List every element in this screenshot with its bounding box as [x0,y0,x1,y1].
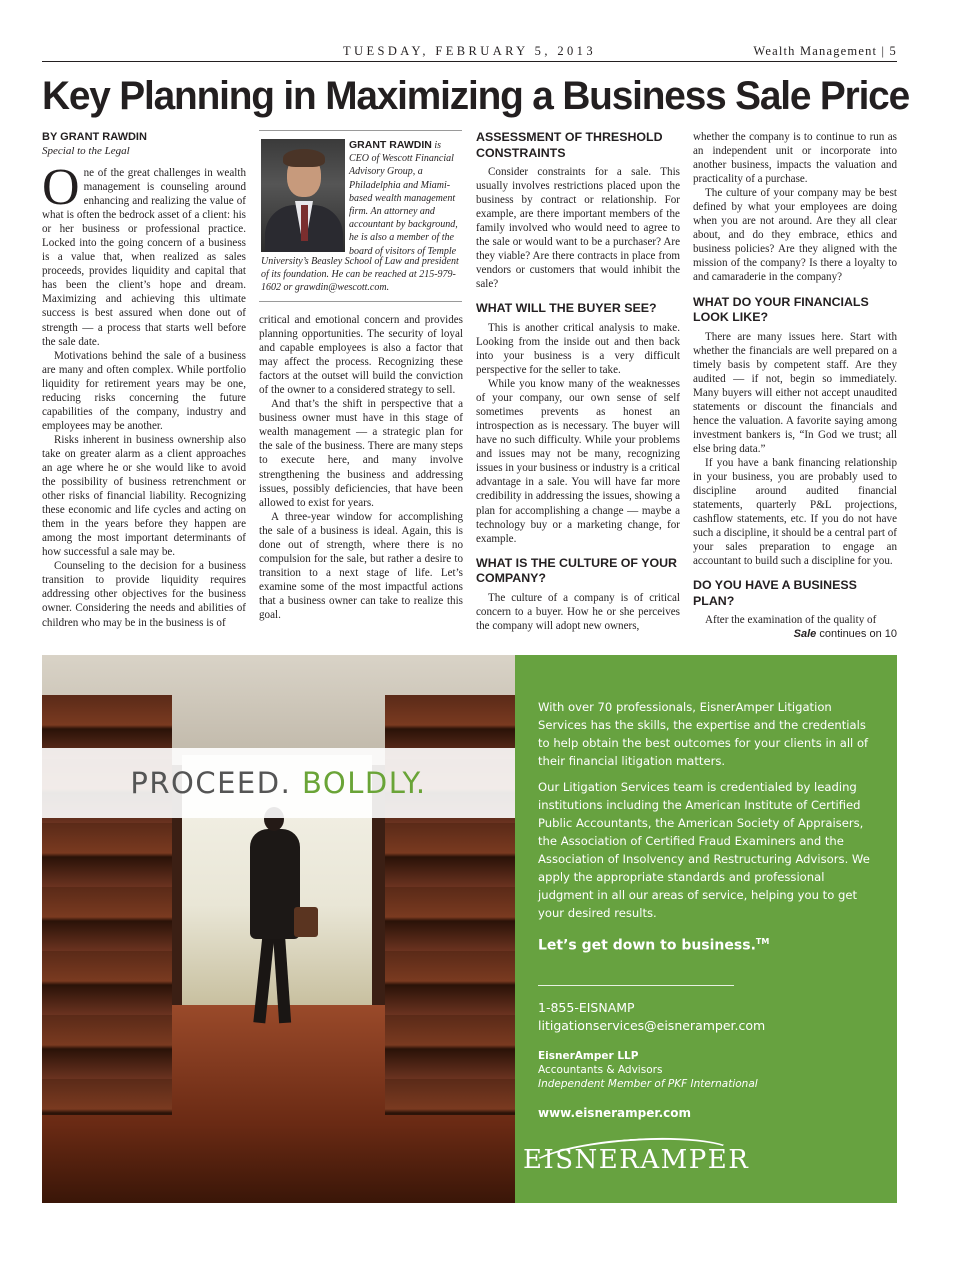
author-bio-text-continued: University’s Beasley School of Law and president of its foundation. He can be reached at 215-979-1602 or grawdin@wescott.com. [261,256,459,294]
paragraph: While you know many of the weaknesses of your company, our own sense of self sometimes prevents as honest an introspection as is necessary. The buyer will have no such difficulty. While your problems and issues may not be many, recognizing issues in your business or industry is a critical advantage in a sale. You will have far more credibility in addressing the issues, showing a plan for accomplishing a change — maybe a technology buy or a marketing change, for example. [476,378,680,545]
ad-copy-panel [515,655,897,1203]
ad-firm-sub: Accountants & Advisors [538,1064,663,1076]
paragraph: One of the great challenges in wealth management is counseling around enhancing and realizing the value of what is often the bedrock asset of a client: his or her business or professional practice. Locked into the going concern of a business is a value that, when realized as sales proceeds, provides liquidity and capital that has been the client’s hope and dream. Maximizing and achieving this ultimate success is best assured when done out of strength — a process that starts well before the sale date. [42,159,246,348]
ad-firm-name: EisnerAmper LLP [538,1050,639,1062]
article-headline: Key Planning in Maximizing a Business Sale Price [42,74,910,118]
drop-cap: O [42,159,80,216]
ad-headline: PROCEED. BOLDLY. [130,766,427,800]
paragraph: A three-year window for accomplishing the sale of a business is ideal. Again, this is done out of strength, where there is no compulsion for the sale, but rather a desire to transition to a next stage of life. Let’s examine some of the most impactful actions that a business owner can take to realize this goal. [259,510,463,621]
author-name: GRANT RAWDIN [349,139,432,151]
article-column-1 [42,130,246,630]
subhead: ASSESSMENT OF THRESHOLD CONSTRAINTS [476,130,663,160]
article-column-3 [476,124,680,633]
subhead: WHAT IS THE CULTURE OF YOUR COMPANY? [476,555,677,586]
continuation-text: continues on 10 [819,628,897,641]
paragraph: Consider constraints for a sale. This usually involves restrictions placed upon the business by contract or relationship. For example, are there important members of the family involved who would need to agree to the sale or would want to be a purchaser? Are they viable? Are there contracts in place from vendors or customers that would inhibit the sale? [476,166,680,291]
continuation-slug: Sale [793,628,817,641]
paragraph: And that’s the shift in perspective that a business owner must have in this stage of wealth management — a strategic plan for the sale of the business. There are many steps to execute here, and many involve strengthening the business and addressing issues, possibly deficiencies, that have been allowed to exist for years. [259,398,463,509]
subhead: WHAT DO YOUR FINANCIALS LOOK LIKE? [693,294,869,325]
paragraph: After the examination of the quality of [705,614,877,627]
paragraph: Risks inherent in business ownership also take on greater alarm as a client approaches an age where he or she would like to avoid the possibility of business retrenchment or other risks of financial liability. Recognizing these economic and life cycles and acting on them in the years before they happen are among the most important determinants of how successful a sale may be. [42,433,246,559]
byline-special: Special to the Legal [42,145,130,157]
author-bio-box [259,130,462,302]
section-page-label: Wealth Management | 5 [753,44,897,58]
subhead: WHAT WILL THE BUYER SEE? [476,301,657,316]
paragraph: Motivations behind the sale of a business are many and often complex. While portfolio liquidity for retirement years may be one, reducing risks concerning the future capabilities of the company, industry and employees may be another. [42,349,246,432]
ad-paragraph: Our Litigation Services team is credentialed by leading institutions including the American Institute of Certified Public Accountants, the American Society of Appraisers, the Association of Certified Fraud Examiners and the Association of Insolvency and Restructuring Advisors. We apply the appropriate standards and professional judgment in all our areas of service, helping you to get your desired results. [538,780,870,920]
byline: BY GRANT RAWDIN [42,131,147,143]
continuation-line [693,627,897,641]
walking-man-silhouette [244,807,304,1027]
ad-tagline: Let’s get down to business.™ [538,937,770,954]
paragraph: This is another critical analysis to make. Looking from the inside out and then back into your business is a very difficult perspective for the seller to take. [476,321,680,377]
ad-divider [538,985,734,986]
paragraph: The culture of your company may be best defined by what your employees are doing when you are not around. Are they all clear about, and do they embrace, ethics and business policies? Are they aligned with the mission of the company? Is there a loyalty to and camaraderie in the company? [693,187,897,284]
ad-firm-member: Independent Member of PKF International [538,1078,758,1090]
ad-email: litigationservices@eisneramper.com [538,1018,766,1033]
eisneramper-logo: EISNERAMPER [523,1145,750,1175]
advertisement [42,655,897,1203]
ad-url: www.eisneramper.com [538,1106,691,1120]
paragraph: whether the company is to continue to run as an independent unit or incorporate into another business, impacts the valuation and practicality of a purchase. [693,131,897,186]
ad-paragraph: With over 70 professionals, EisnerAmper Litigation Services has the skills, the expertise and the credentials to help obtain the best outcomes for your clients in all of their financial litigation matters. [538,700,869,768]
article-column-4 [693,130,897,641]
paragraph: The culture of a company is of critical concern to a buyer. How he or she perceives the company will adopt new owners, [476,591,680,632]
author-bio-text: GRANT RAWDIN is CEO of Wescott Financial Advisory Group, a Philadelphia and Miami-based wealth management firm. An attorney and accountant by background, he is also a member of the board of visitors of Temple [349,139,458,257]
issue-date: TUESDAY, FEBRUARY 5, 2013 [343,44,596,58]
paragraph: Counseling to the decision for a business transition to provide liquidity requires addressing other objectives for the business owner. Considering the needs and abilities of children who may be in the business is of [42,560,246,629]
paragraph: If you have a bank financing relationship in your business, you are probably used to discipline around audited financial statements, quarterly P&L projections, cashflow statements, etc. If you do not have such a discipline, it should be a central part of your sales preparation to engage an accountant to build such a discipline for you. [693,456,897,568]
paragraph: critical and emotional concern and provides planning opportunities. The security of loyal and capable employees is also a factor that may affect the process. Recognizing these factors at the outset will build the conviction of the owner to a considered strategy to sell. [259,314,463,397]
article-column-2 [259,313,463,622]
header-rule [42,61,897,62]
author-photo [261,139,345,252]
ad-photo [42,655,515,1203]
ad-phone: 1-855-EISNAMP [538,1000,635,1015]
subhead: DO YOU HAVE A BUSINESS PLAN? [693,578,857,608]
running-head [42,44,897,62]
paragraph: There are many issues here. Start with whether the financials are well prepared on a timely basis by competent staff. Are they audited — if not, begin so immediately. Many buyers will either not accept unaudited statements or discount the financials and hence the valuation. A favorite saying among investment bankers is, “In God we trust; all else bring data.” [693,330,897,455]
